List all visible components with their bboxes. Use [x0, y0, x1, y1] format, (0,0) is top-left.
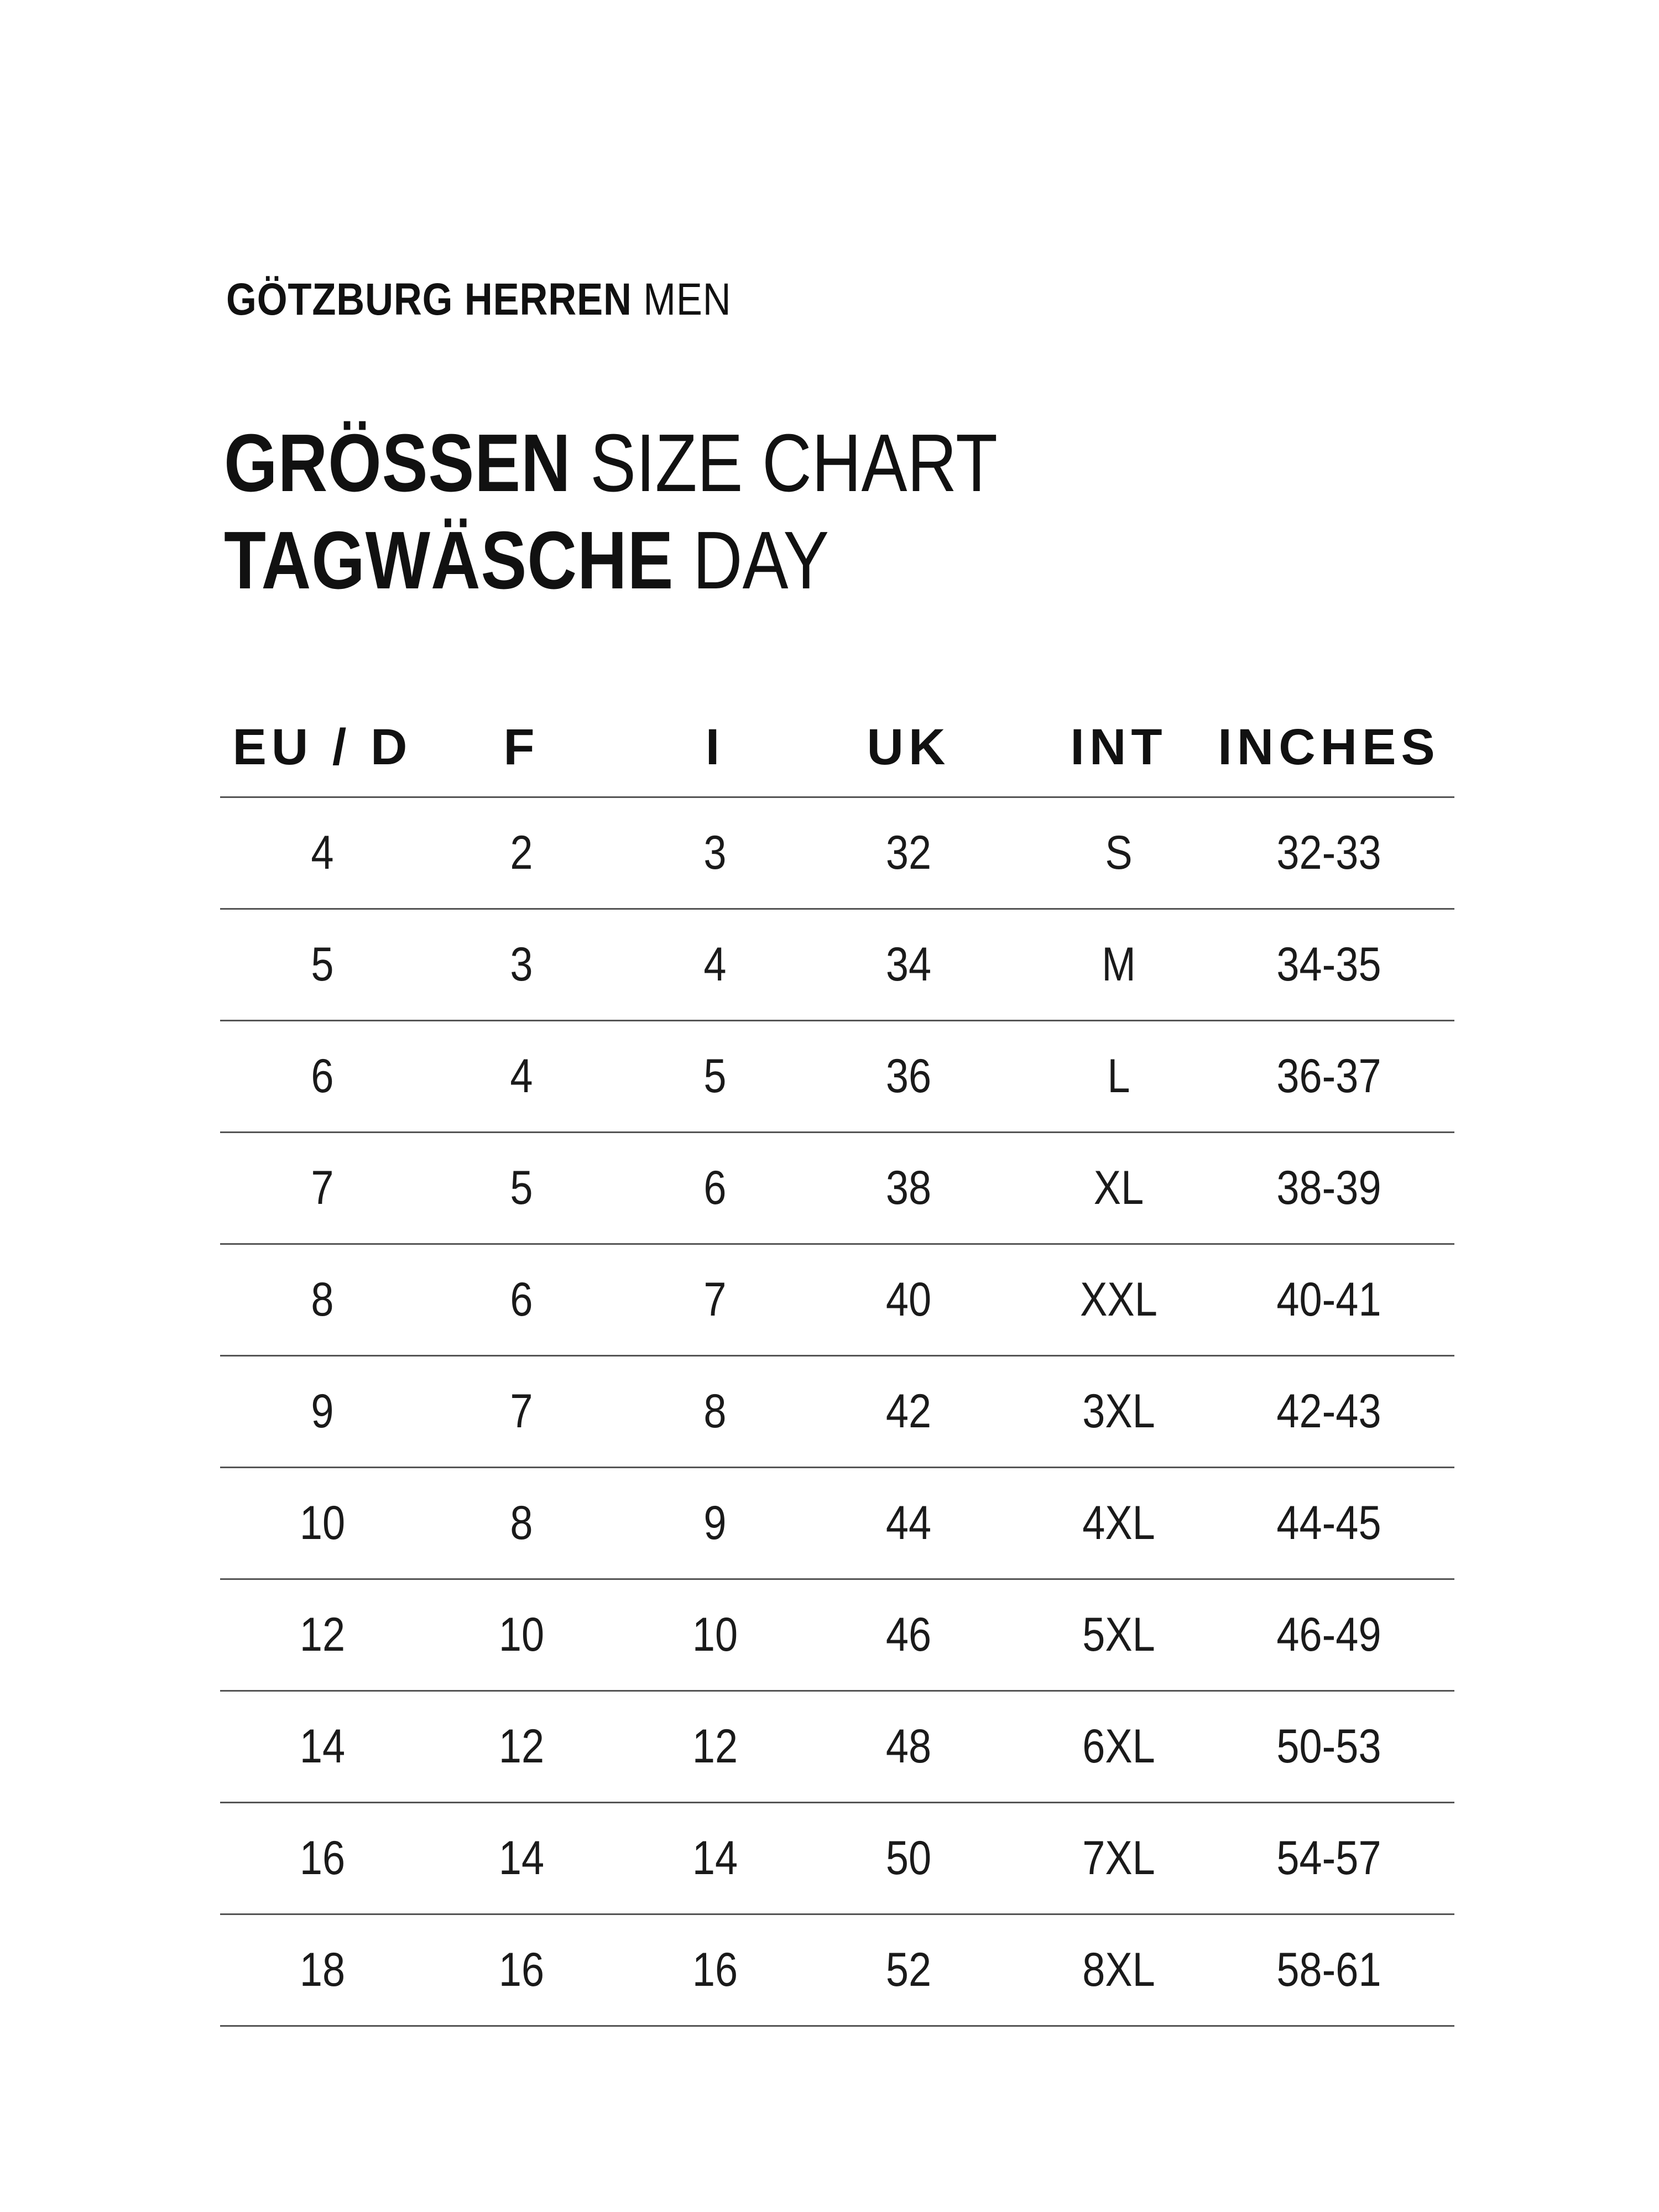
cell-inches: 34-35: [1276, 938, 1381, 991]
cell-eu-d: 4: [311, 826, 334, 879]
title-size-de: GRÖSSEN: [224, 418, 571, 509]
cell-int: L: [1107, 1050, 1130, 1103]
brand-name: GÖTZBURG HERREN: [226, 274, 632, 325]
cell-eu-d: 9: [311, 1385, 334, 1438]
table-row: [220, 1245, 1454, 1357]
cell-i: 6: [703, 1161, 727, 1214]
cell-uk: 44: [885, 1496, 932, 1550]
title-category-en: DAY: [692, 515, 830, 606]
cell-inches: 40-41: [1276, 1273, 1381, 1326]
cell-inches: 58-61: [1276, 1943, 1381, 1996]
cell-f: 14: [498, 1832, 545, 1885]
title-category-de: TAGWÄSCHE: [224, 515, 674, 606]
cell-inches: 36-37: [1276, 1050, 1381, 1103]
cell-inches: 46-49: [1276, 1608, 1381, 1661]
cell-int: XXL: [1080, 1273, 1157, 1326]
cell-uk: 34: [885, 938, 932, 991]
table-row: [220, 1357, 1454, 1468]
header-uk: UK: [867, 718, 951, 775]
cell-inches: 38-39: [1276, 1161, 1381, 1214]
cell-i: 4: [703, 938, 727, 991]
cell-i: 10: [692, 1608, 738, 1661]
cell-inches: 42-43: [1276, 1385, 1381, 1438]
header-int: INT: [1070, 718, 1167, 775]
cell-eu-d: 18: [299, 1943, 346, 1996]
cell-i: 8: [703, 1385, 727, 1438]
cell-f: 8: [510, 1496, 533, 1550]
cell-i: 9: [703, 1496, 727, 1550]
cell-uk: 42: [885, 1385, 932, 1438]
title-size-en: SIZE CHART: [590, 418, 998, 509]
cell-i: 14: [692, 1832, 738, 1885]
table-row: [220, 1021, 1454, 1133]
title-line-2: [224, 512, 998, 609]
cell-f: 6: [510, 1273, 533, 1326]
table-row: [220, 798, 1454, 910]
table-row: [220, 910, 1454, 1021]
cell-int: 4XL: [1082, 1496, 1155, 1550]
cell-eu-d: 7: [311, 1161, 334, 1214]
cell-eu-d: 6: [311, 1050, 334, 1103]
cell-uk: 50: [885, 1832, 932, 1885]
table-row: [220, 1580, 1454, 1692]
cell-int: 6XL: [1082, 1720, 1155, 1773]
page-title: [224, 415, 998, 609]
cell-i: 5: [703, 1050, 727, 1103]
table-body: [220, 798, 1454, 2027]
header-eu-d: EU / D: [232, 718, 413, 775]
cell-eu-d: 12: [299, 1608, 346, 1661]
cell-uk: 38: [885, 1161, 932, 1214]
table-row: [220, 1133, 1454, 1245]
cell-inches: 32-33: [1276, 826, 1381, 879]
cell-f: 4: [510, 1050, 533, 1103]
brand-audience: MEN: [643, 274, 732, 325]
cell-int: 8XL: [1082, 1943, 1155, 1996]
cell-int: 7XL: [1082, 1832, 1155, 1885]
table-row: [220, 1692, 1454, 1803]
cell-f: 12: [498, 1720, 545, 1773]
title-line-1: [224, 415, 998, 512]
cell-i: 7: [703, 1273, 727, 1326]
cell-eu-d: 10: [299, 1496, 346, 1550]
cell-int: 3XL: [1082, 1385, 1155, 1438]
cell-eu-d: 16: [299, 1832, 346, 1885]
cell-eu-d: 8: [311, 1273, 334, 1326]
cell-uk: 36: [885, 1050, 932, 1103]
header-i: I: [705, 718, 725, 775]
brand-heading: [226, 272, 732, 327]
cell-i: 16: [692, 1943, 738, 1996]
cell-uk: 46: [885, 1608, 932, 1661]
cell-int: S: [1105, 826, 1133, 879]
cell-eu-d: 14: [299, 1720, 346, 1773]
cell-uk: 52: [885, 1943, 932, 1996]
cell-i: 12: [692, 1720, 738, 1773]
cell-uk: 32: [885, 826, 932, 879]
table-row: [220, 1468, 1454, 1580]
cell-f: 5: [510, 1161, 533, 1214]
cell-uk: 48: [885, 1720, 932, 1773]
cell-int: 5XL: [1082, 1608, 1155, 1661]
cell-uk: 40: [885, 1273, 932, 1326]
cell-int: M: [1102, 938, 1136, 991]
header-inches: INCHES: [1218, 718, 1440, 775]
table-row: [220, 1803, 1454, 1915]
cell-f: 10: [498, 1608, 545, 1661]
size-table: [220, 691, 1454, 2027]
cell-inches: 50-53: [1276, 1720, 1381, 1773]
table-header-row: [220, 691, 1454, 798]
cell-eu-d: 5: [311, 938, 334, 991]
cell-inches: 54-57: [1276, 1832, 1381, 1885]
header-f: F: [503, 718, 540, 775]
cell-int: XL: [1093, 1161, 1144, 1214]
cell-i: 3: [703, 826, 727, 879]
cell-f: 3: [510, 938, 533, 991]
table-row: [220, 1915, 1454, 2027]
cell-f: 2: [510, 826, 533, 879]
cell-f: 16: [498, 1943, 545, 1996]
cell-f: 7: [510, 1385, 533, 1438]
cell-inches: 44-45: [1276, 1496, 1381, 1550]
